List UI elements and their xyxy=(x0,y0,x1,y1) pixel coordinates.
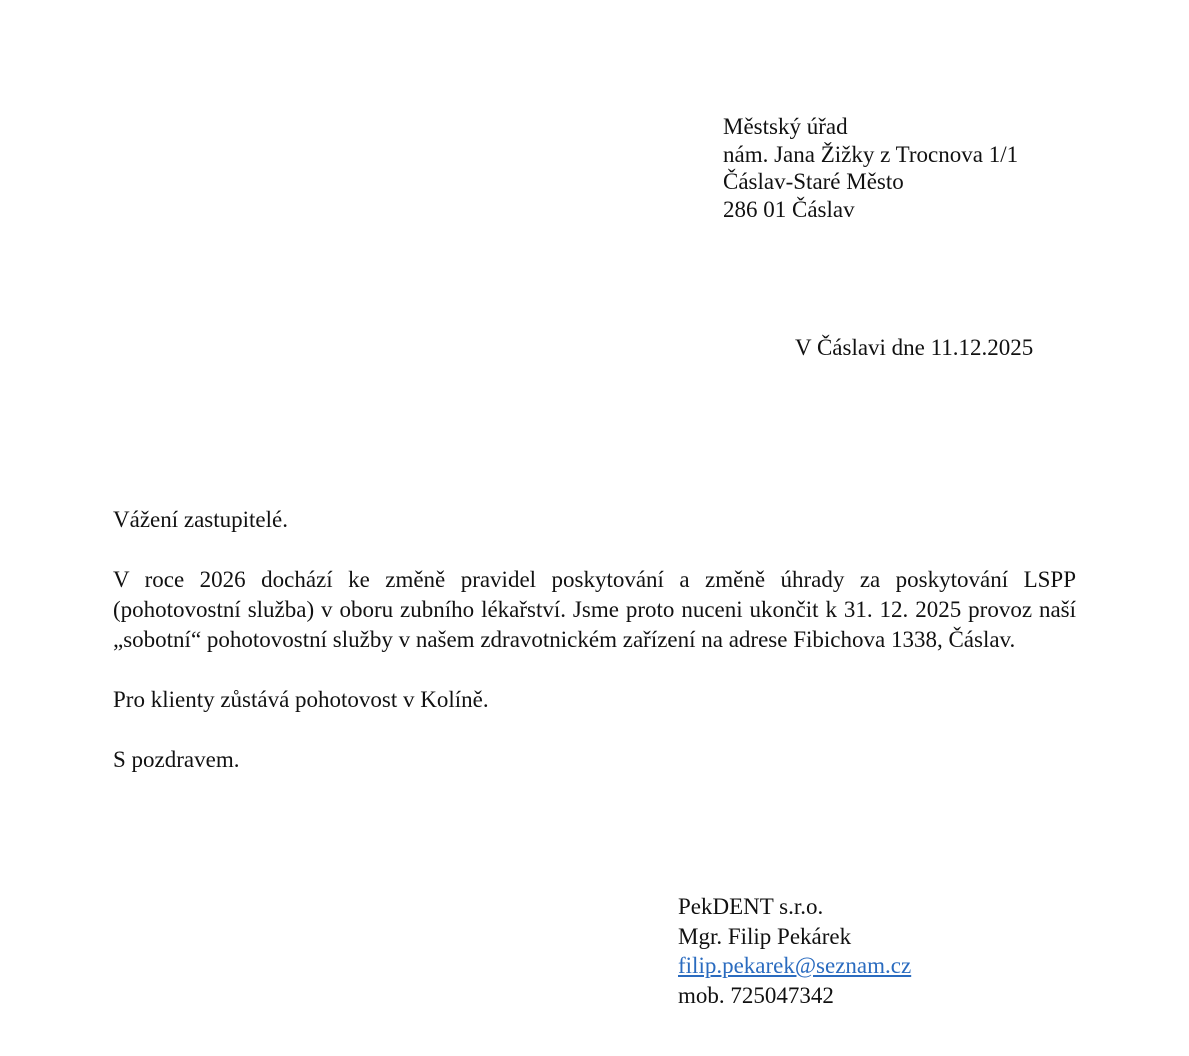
signature-block xyxy=(678,892,911,1010)
recipient-line-street: nám. Jana Žižky z Trocnova 1/1 xyxy=(723,141,1019,167)
recipient-line-postcode-city: 286 01 Čáslav xyxy=(723,196,855,222)
signature-name: Mgr. Filip Pekárek xyxy=(678,923,852,949)
closing: S pozdravem. xyxy=(113,747,240,772)
recipient-line-office: Městský úřad xyxy=(723,114,848,139)
recipient-address xyxy=(723,113,1018,223)
signature-phone: mob. 725047342 xyxy=(678,982,834,1008)
paragraph-main: V roce 2026 dochází ke změně pravidel poskytování a změně úhrady za poskytování LSPP (pohotovostní služba) v oboru zubního lékařství. Jsme proto nuceni ukončit k 31. 12. 2025 provoz naší „sobotní“ pohotovostní služby v našem zdravotnickém zařízení na adrese Fibichova 1338, Čáslav. xyxy=(113,567,1076,652)
signature-email-link[interactable]: filip.pekarek@seznam.cz xyxy=(678,953,912,978)
letter-body xyxy=(113,505,1076,805)
salutation: Vážení zastupitelé. xyxy=(113,507,288,532)
signature-company: PekDENT s.r.o. xyxy=(678,894,824,919)
recipient-line-district: Čáslav-Staré Město xyxy=(723,169,904,194)
paragraph-clients: Pro klienty zůstává pohotovost v Kolíně. xyxy=(113,687,489,712)
date-line: V Čáslavi dne 11.12.2025 xyxy=(795,335,1034,360)
